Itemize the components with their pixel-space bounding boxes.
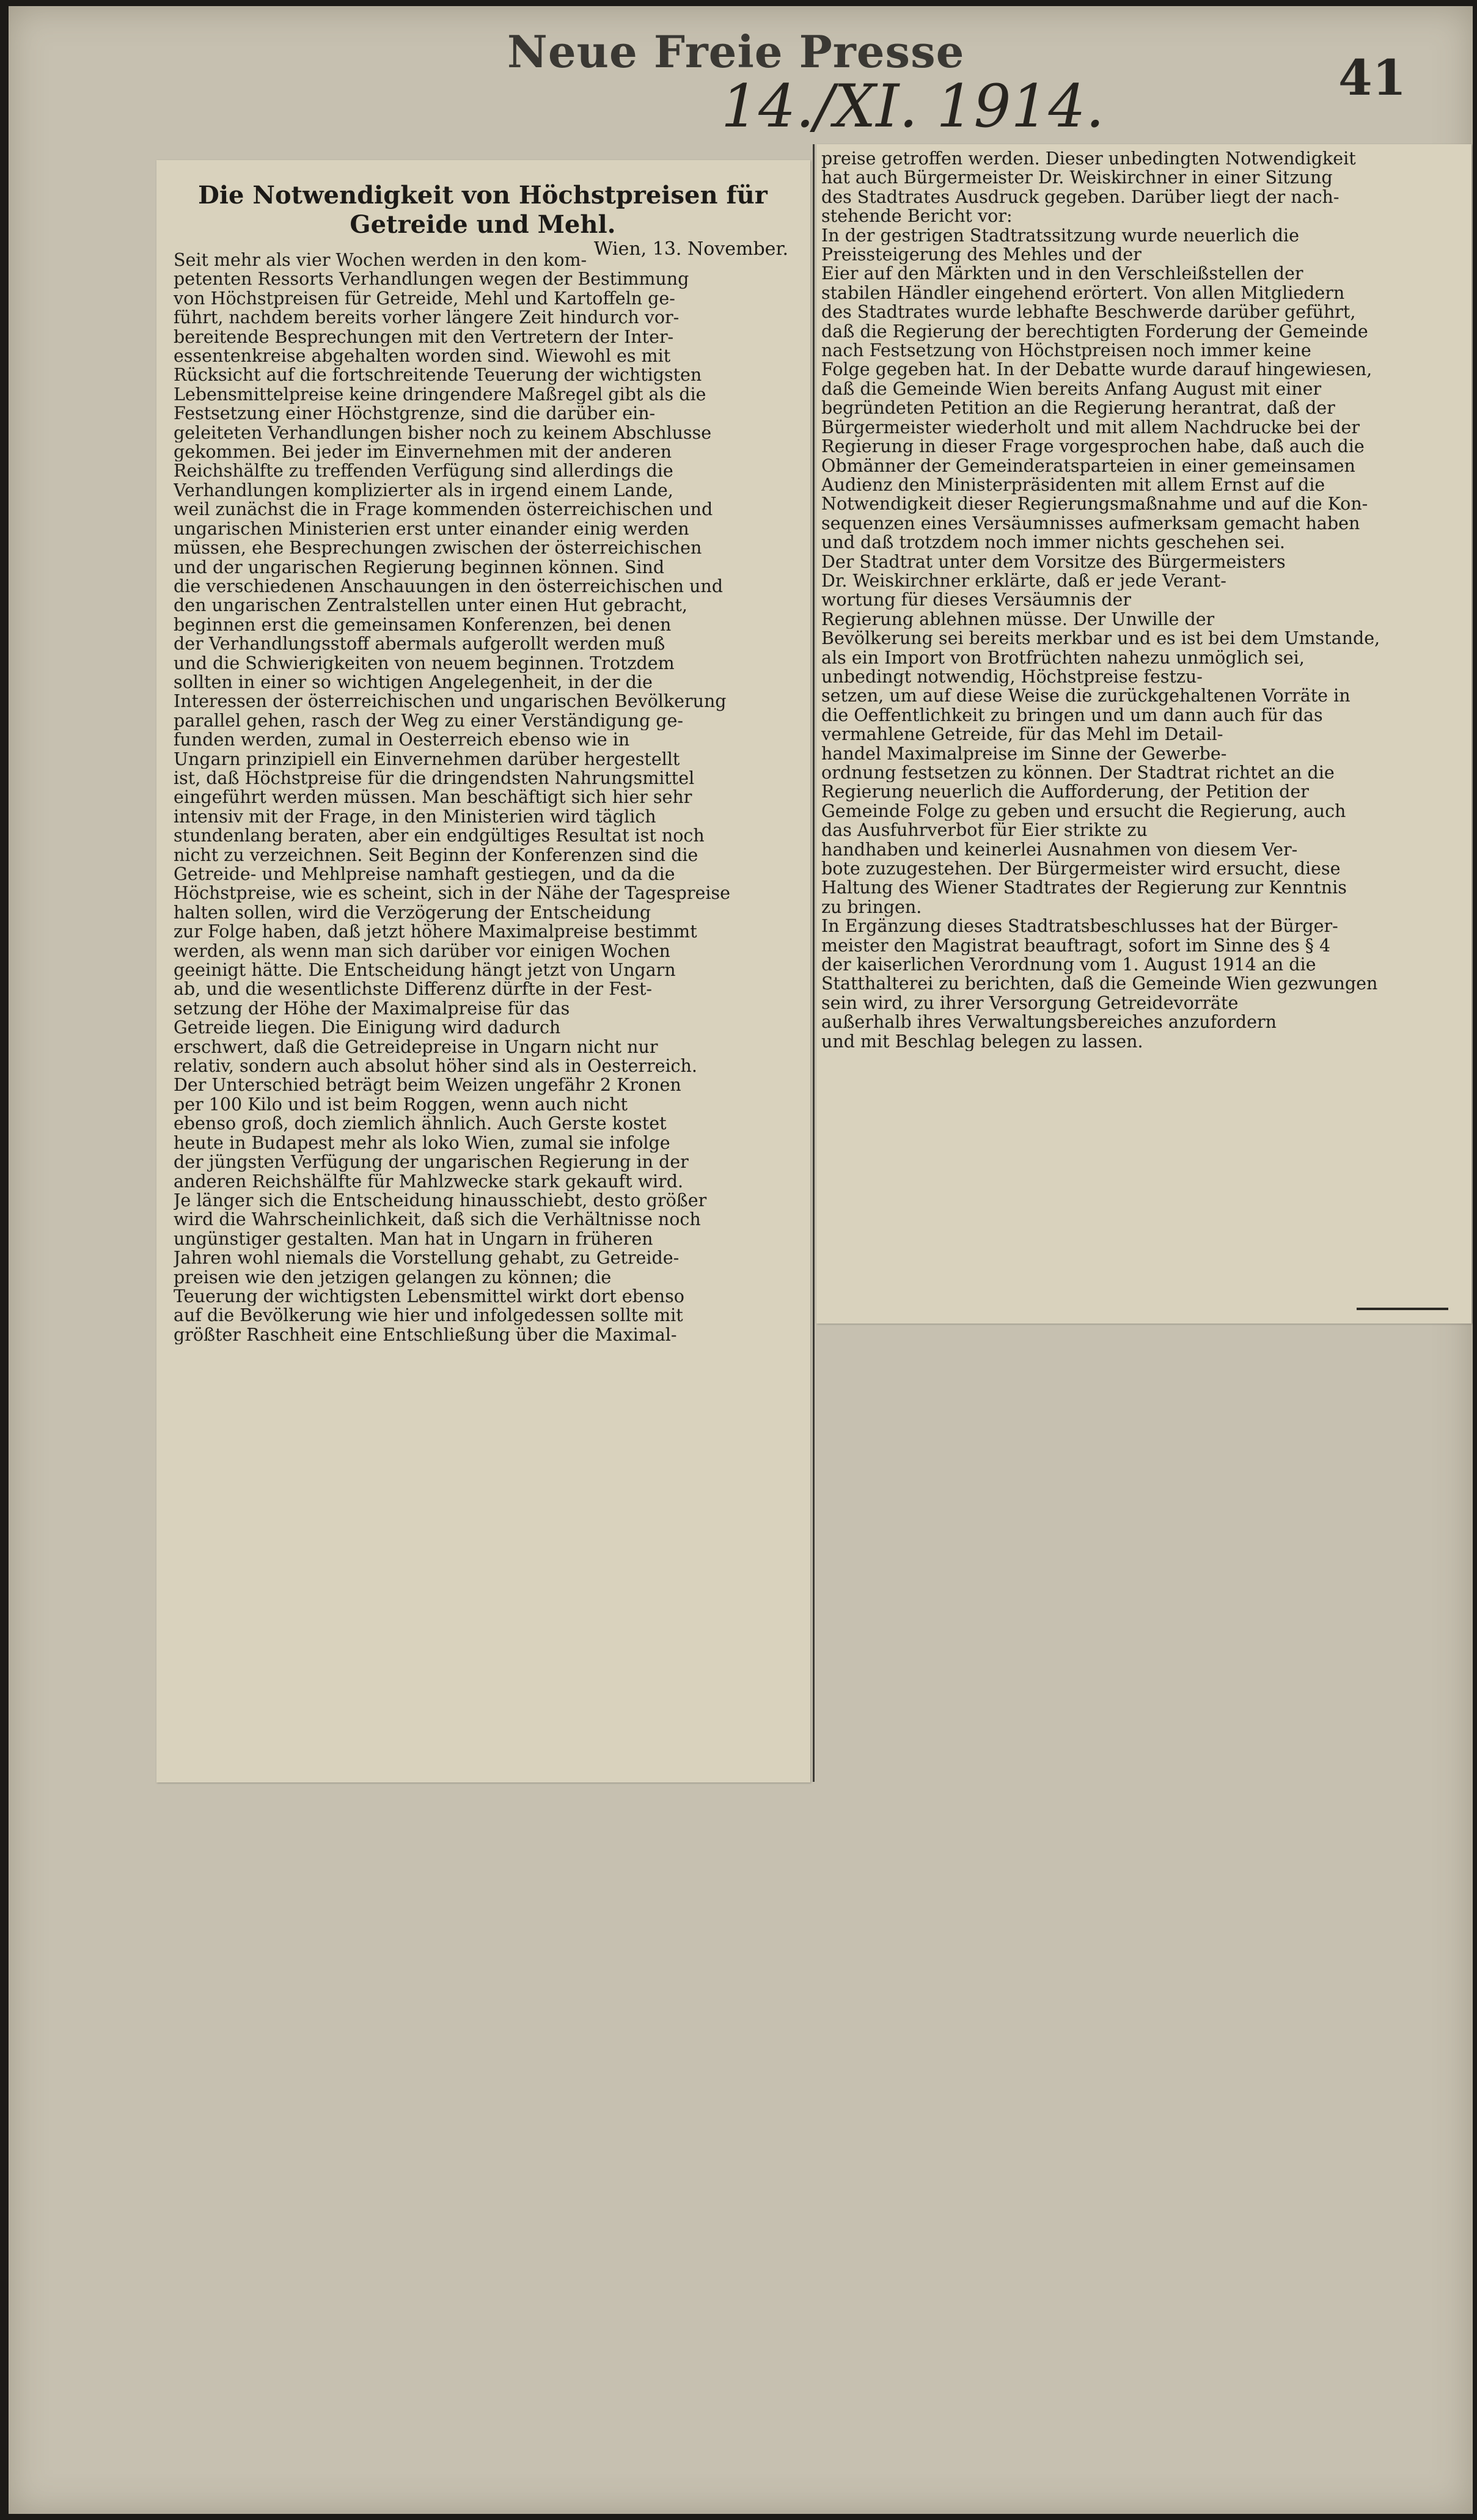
left-column-line: setzung der Höhe der Maximalpreise für das: [174, 998, 570, 1019]
left-column-line: müssen, ehe Besprechungen zwischen der österreichischen: [174, 538, 702, 558]
left-column-line: nicht zu verzeichnen. Seit Beginn der Konferenzen sind die: [174, 845, 698, 865]
left-column-line: intensiv mit der Frage, in den Ministerien wird täglich: [174, 807, 656, 827]
left-column-line: sollten in einer so wichtigen Angelegenheit, in der die: [174, 672, 653, 692]
left-column-line: heute in Budapest mehr als loko Wien, zumal sie infolge: [174, 1133, 670, 1153]
left-column-line: Der Unterschied beträgt beim Weizen ungefähr 2 Kronen: [174, 1075, 681, 1095]
left-column-line: eingeführt werden müssen. Man beschäftigt sich hier sehr: [174, 788, 692, 807]
right-column-line: als ein Import von Brotfrüchten nahezu unmöglich sei,: [821, 648, 1305, 667]
right-column-line: Der Stadtrat unter dem Vorsitze des Bürgermeisters: [821, 552, 1286, 571]
left-column-line: Teuerung der wichtigsten Lebensmittel wirkt dort ebenso: [174, 1286, 684, 1306]
right-column-line: unbedingt notwendig, Höchstpreise festzu-: [821, 667, 1203, 687]
right-column-line: und daß trotzdem noch immer nichts geschehen sei.: [821, 533, 1285, 552]
right-column-line: Bevölkerung sei bereits merkbar und es ist bei dem Umstande,: [821, 629, 1380, 648]
right-column-line: das Ausfuhrverbot für Eier strikte zu: [821, 821, 1148, 840]
right-column-line: daß die Regierung der berechtigten Forderung der Gemeinde: [821, 321, 1368, 342]
left-column-line: bereitende Besprechungen mit den Vertretern der Inter-: [174, 327, 674, 347]
article-column-left: [174, 251, 799, 1344]
right-column-line: Gemeinde Folge zu geben und ersucht die Regierung, auch: [821, 801, 1346, 821]
left-column-line: gekommen. Bei jeder im Einvernehmen mit der anderen: [174, 442, 672, 462]
left-column-line: Lebensmittelpreise keine dringendere Maßregel gibt als die: [174, 384, 706, 405]
right-column-line: außerhalb ihres Verwaltungsbereiches anzufordern: [821, 1013, 1277, 1032]
right-column-line: des Stadtrates Ausdruck gegeben. Darüber liegt der nach-: [821, 187, 1340, 207]
right-column-line: Regierung ablehnen müsse. Der Unwille der: [821, 609, 1215, 629]
left-column-line: weil zunächst die in Frage kommenden österreichischen und: [174, 500, 713, 519]
right-column-line: stabilen Händler eingehend erörtert. Von allen Mitgliedern: [821, 283, 1345, 303]
left-column-line: Ungarn prinzipiell ein Einvernehmen darüber hergestellt: [174, 749, 680, 769]
masthead-stamp: Neue Freie Presse: [507, 26, 965, 78]
left-column-line: ab, und die wesentlichste Differenz dürfte in der Fest-: [174, 980, 653, 999]
right-column-line: Eier auf den Märkten und in den Verschleißstellen der: [821, 264, 1303, 284]
right-column-line: wortung für dieses Versäumnis der: [821, 590, 1131, 610]
left-column-line: ebenso groß, doch ziemlich ähnlich. Auch Gerste kostet: [174, 1114, 667, 1134]
left-column-line: Verhandlungen komplizierter als in irgend einem Lande,: [174, 480, 673, 500]
right-column-line: Obmänner der Gemeinderatsparteien in einer gemeinsamen: [821, 456, 1355, 475]
left-column-line: geeinigt hätte. Die Entscheidung hängt jetzt von Ungarn: [174, 961, 676, 980]
left-column-line: parallel gehen, rasch der Weg zu einer Verständigung ge-: [174, 711, 684, 731]
right-column-line: Preissteigerung des Mehles und der: [821, 245, 1142, 265]
left-column-line: preisen wie den jetzigen gelangen zu können; die: [174, 1267, 612, 1287]
headline-line-2: Getreide und Mehl.: [350, 210, 616, 239]
left-column-line: Getreide liegen. Die Einigung wird dadurch: [174, 1018, 561, 1038]
left-column-line: Reichshälfte zu treffenden Verfügung sind allerdings die: [174, 461, 673, 481]
left-column-line: und die Schwierigkeiten von neuem beginnen. Trotzdem: [174, 653, 675, 673]
column-rule: [813, 144, 815, 1782]
right-column-line: Folge gegeben hat. In der Debatte wurde darauf hingewiesen,: [821, 360, 1373, 379]
left-column-line: von Höchstpreisen für Getreide, Mehl und Kartoffeln ge-: [174, 288, 675, 309]
left-column-line: und der ungarischen Regierung beginnen können. Sind: [174, 557, 665, 577]
right-column-line: setzen, um auf diese Weise die zurückgehaltenen Vorräte in: [821, 686, 1351, 706]
page-number: 41: [1338, 49, 1407, 106]
right-column-line: handel Maximalpreise im Sinne der Gewerbe-: [821, 744, 1227, 763]
right-column-line: stehende Bericht vor:: [821, 207, 1013, 226]
left-column-line: beginnen erst die gemeinsamen Konferenzen, bei denen: [174, 615, 672, 635]
left-column-line: anderen Reichshälfte für Mahlzwecke stark gekauft wird.: [174, 1171, 684, 1191]
right-column-line: und mit Beschlag belegen zu lassen.: [821, 1031, 1143, 1052]
left-column-line: essentenkreise abgehalten worden sind. Wiewohl es mit: [174, 346, 671, 366]
left-column-line: geleiteten Verhandlungen bisher noch zu keinem Abschlusse: [174, 423, 712, 443]
right-column-line: sein wird, zu ihrer Versorgung Getreidevorräte: [821, 993, 1239, 1013]
right-column-line: Audienz den Ministerpräsidenten mit allem Ernst auf die: [821, 475, 1325, 495]
right-column-line: preise getroffen werden. Dieser unbedingten Notwendigkeit: [821, 149, 1356, 169]
left-column-line: funden werden, zumal in Oesterreich ebenso wie in: [174, 730, 630, 750]
headline-line-1: Die Notwendigkeit von Höchstpreisen für: [198, 181, 768, 210]
right-column-line: meister den Magistrat beauftragt, sofort im Sinne des § 4: [821, 936, 1331, 956]
left-column-line: zur Folge haben, daß jetzt höhere Maximalpreise bestimmt: [174, 922, 697, 942]
left-column-line: führt, nachdem bereits vorher längere Zeit hindurch vor-: [174, 308, 680, 328]
right-column-line: zu bringen.: [821, 897, 922, 917]
right-column-line: daß die Gemeinde Wien bereits Anfang August mit einer: [821, 379, 1322, 399]
left-column-line: wird die Wahrscheinlichkeit, daß sich die Verhältnisse noch: [174, 1210, 701, 1229]
left-column-line: Seit mehr als vier Wochen werden in den kom-: [174, 251, 587, 270]
right-column-line: bote zuzugestehen. Der Bürgermeister wird ersucht, diese: [821, 859, 1341, 879]
left-column-line: werden, als wenn man sich darüber vor einigen Wochen: [174, 941, 670, 961]
right-column-line: der kaiserlichen Verordnung vom 1. August 1914 an die: [821, 955, 1316, 975]
left-column-line: auf die Bevölkerung wie hier und infolgedessen sollte mit: [174, 1306, 683, 1325]
left-column-line: Interessen der österreichischen und ungarischen Bevölkerung: [174, 692, 727, 711]
left-column-line: Höchstpreise, wie es scheint, sich in der Nähe der Tagespreise: [174, 884, 731, 903]
right-column-line: Notwendigkeit dieser Regierungsmaßnahme und auf die Kon-: [821, 494, 1368, 514]
left-column-line: Rücksicht auf die fortschreitende Teuerung der wichtigsten: [174, 365, 702, 385]
right-column-line: ordnung festsetzen zu können. Der Stadtrat richtet an die: [821, 763, 1335, 783]
left-column-line: per 100 Kilo und ist beim Roggen, wenn auch nicht: [174, 1094, 628, 1115]
right-column-line: nach Festsetzung von Höchstpreisen noch immer keine: [821, 341, 1311, 361]
left-column-line: den ungarischen Zentralstellen unter einen Hut gebracht,: [174, 596, 687, 615]
right-column-line: Haltung des Wiener Stadtrates der Regierung zur Kenntnis: [821, 878, 1347, 898]
right-column-line: Bürgermeister wiederholt und mit allem Nachdrucke bei der: [821, 417, 1360, 438]
right-column-line: handhaben und keinerlei Ausnahmen von diesem Ver-: [821, 840, 1298, 860]
right-column-line: vermahlene Getreide, für das Mehl im Detail-: [821, 725, 1223, 744]
left-column-line: petenten Ressorts Verhandlungen wegen der Bestimmung: [174, 269, 689, 289]
left-column-line: erschwert, daß die Getreidepreise in Ungarn nicht nur: [174, 1037, 658, 1057]
handwritten-date: 14./XI. 1914.: [721, 72, 1105, 141]
left-column-line: Getreide- und Mehlpreise namhaft gestiegen, und da die: [174, 865, 675, 884]
left-column-line: ungarischen Ministerien erst unter einander einig werden: [174, 519, 689, 539]
left-column-line: der Verhandlungsstoff abermals aufgerollt werden muß: [174, 634, 665, 654]
right-column-line: In Ergänzung dieses Stadtratsbeschlusses hat der Bürger-: [821, 917, 1338, 936]
left-column-line: die verschiedenen Anschauungen in den österreichischen und: [174, 576, 724, 596]
article-dateline: Wien, 13. November.: [593, 238, 788, 260]
left-column-line: ungünstiger gestalten. Man hat in Ungarn in früheren: [174, 1229, 653, 1249]
right-column-line: Regierung neuerlich die Aufforderung, der Petition der: [821, 782, 1309, 802]
article-end-rule: [1357, 1308, 1448, 1310]
article-headline: [177, 181, 788, 240]
right-column-line: begründeten Petition an die Regierung herantrat, daß der: [821, 398, 1335, 418]
left-column-line: der jüngsten Verfügung der ungarischen Regierung in der: [174, 1152, 689, 1172]
right-column-line: Statthalterei zu berichten, daß die Gemeinde Wien gezwungen: [821, 974, 1378, 994]
right-column-line: des Stadtrates wurde lebhafte Beschwerde darüber geführt,: [821, 302, 1356, 322]
left-column-line: relativ, sondern auch absolut höher sind als in Oesterreich.: [174, 1057, 697, 1076]
right-column-line: hat auch Bürgermeister Dr. Weiskirchner in einer Sitzung: [821, 168, 1333, 188]
right-column-line: In der gestrigen Stadtratssitzung wurde neuerlich die: [821, 225, 1299, 246]
left-column-line: halten sollen, wird die Verzögerung der Entscheidung: [174, 903, 651, 923]
right-column-line: die Oeffentlichkeit zu bringen und um dann auch für das: [821, 705, 1323, 725]
left-column-line: stundenlang beraten, aber ein endgültiges Resultat ist noch: [174, 826, 705, 846]
article-column-right: [821, 149, 1463, 1051]
right-column-line: Regierung in dieser Frage vorgesprochen habe, daß auch die: [821, 437, 1365, 456]
left-column-line: größter Raschheit eine Entschließung über die Maximal-: [174, 1325, 677, 1345]
left-column-line: Jahren wohl niemals die Vorstellung gehabt, zu Getreide-: [174, 1248, 680, 1268]
left-column-line: Festsetzung einer Höchstgrenze, sind die darüber ein-: [174, 404, 656, 423]
right-column-line: sequenzen eines Versäumnisses aufmerksam gemacht haben: [821, 513, 1360, 533]
left-column-line: ist, daß Höchstpreise für die dringendsten Nahrungsmittel: [174, 768, 695, 788]
right-column-line: Dr. Weiskirchner erklärte, daß er jede Verant-: [821, 571, 1226, 591]
left-column-line: Je länger sich die Entscheidung hinausschiebt, desto größer: [174, 1190, 707, 1211]
